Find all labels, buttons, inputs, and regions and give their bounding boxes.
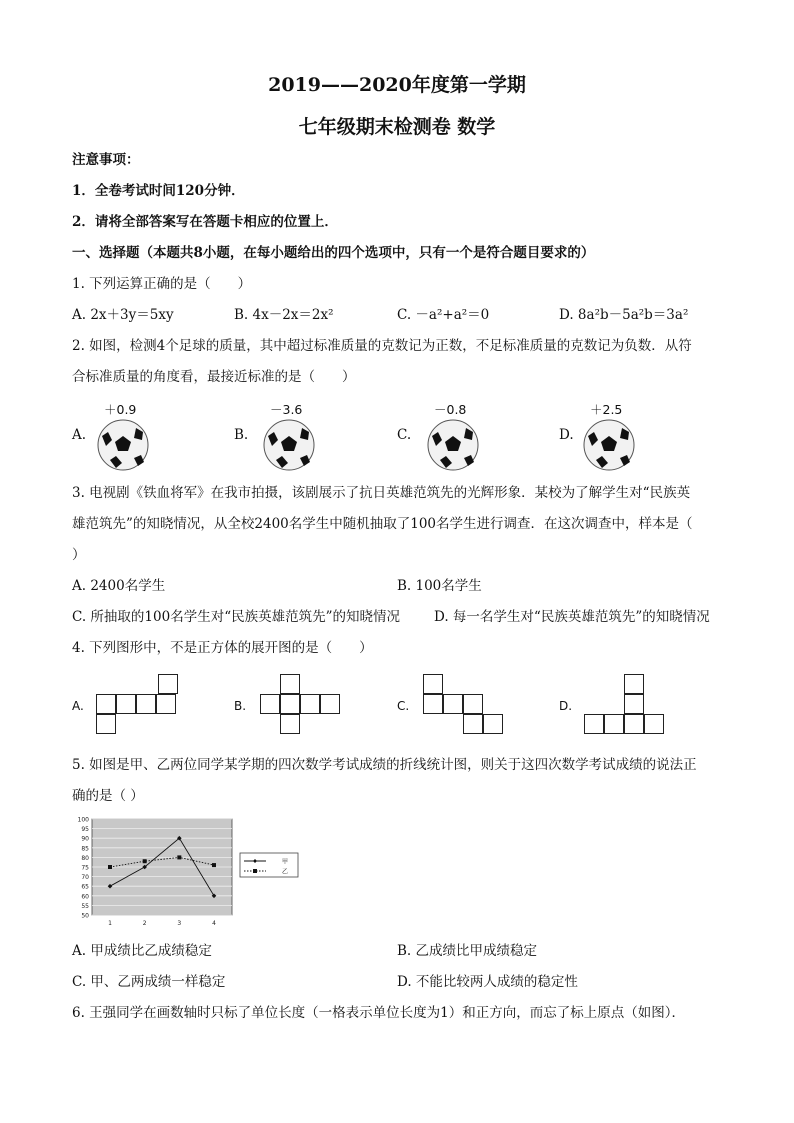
legend-label: 甲: [282, 858, 289, 866]
soccer-ball-icon: [582, 418, 636, 472]
soccer-ball-icon: [426, 418, 480, 472]
data-point: [108, 865, 112, 869]
notes-item-1: 1．全卷考试时间120分钟．: [72, 183, 245, 199]
q2-option-c-value: －0.8: [434, 402, 467, 417]
q5-option-c: C. 甲、乙两成绩一样稳定: [72, 974, 226, 990]
q3-option-a: A. 2400名学生: [72, 578, 166, 594]
q3-option-b: B. 100名学生: [397, 578, 482, 594]
y-tick-label: 80: [81, 854, 89, 862]
y-tick-label: 65: [81, 883, 89, 891]
y-tick-label: 70: [81, 874, 89, 882]
soccer-ball-icon: [262, 418, 316, 472]
q1-option-a: A. 2x＋3y＝5xy: [72, 307, 174, 323]
q2-option-a-letter: A.: [72, 427, 87, 443]
x-tick-label: 2: [142, 920, 147, 927]
q2-option-a-value: ＋0.9: [104, 402, 137, 417]
data-point: [212, 863, 216, 867]
q4-option-d-letter: D.: [559, 699, 573, 713]
exam-subtitle: 七年级期末检测卷 数学: [298, 116, 496, 138]
y-tick-label: 100: [77, 816, 89, 824]
q6-stem: 6. 王强同学在画数轴时只标了单位长度（一格表示单位长度为1）和正方向，而忘了标上原点（如图）．: [72, 1005, 686, 1021]
q5-option-d: D. 不能比较两人成绩的稳定性: [397, 974, 578, 990]
y-tick-label: 90: [81, 835, 89, 843]
y-tick-label: 85: [81, 845, 89, 853]
data-point: [143, 859, 147, 863]
q5-stem-line1: 5. 如图是甲、乙两位同学某学期的四次数学考试成绩的折线统计图，则关于这四次数学考试成绩的说法正: [72, 757, 697, 773]
q3-option-d: D. 每一名学生对“民族英雄范筑先”的知晓情况: [434, 609, 710, 625]
q1-stem: 1. 下列运算正确的是（ ）: [72, 276, 252, 292]
q2-stem-line2: 合标准质量的角度看，最接近标准的是（ ）: [72, 369, 356, 385]
q2-option-d-letter: D.: [559, 427, 574, 443]
notes-item-2: 2．请将全部答案写在答题卡相应的位置上．: [72, 214, 338, 230]
data-point: [177, 855, 181, 859]
exam-title: 2019——2020年度第一学期: [268, 74, 526, 96]
q2-option-d-value: ＋2.5: [590, 402, 623, 417]
q1-option-d: D. 8a²b－5a²b＝3a²: [559, 307, 689, 323]
q1-option-c: C. －a²+a²＝0: [397, 307, 490, 323]
q4-option-b-letter: B.: [234, 699, 247, 713]
q4-stem: 4. 下列图形中，不是正方体的展开图的是（ ）: [72, 640, 373, 656]
legend-marker: [253, 869, 257, 873]
x-tick-label: 1: [108, 920, 112, 927]
q3-stem-line1: 3. 电视剧《铁血将军》在我市拍摄，该剧展示了抗日英雄范筑先的光辉形象．某校为了解学生对“民族英: [72, 485, 691, 501]
q5-option-b: B. 乙成绩比甲成绩稳定: [397, 943, 538, 959]
q2-option-c-letter: C.: [397, 427, 412, 443]
q4-option-a-letter: A.: [72, 699, 84, 713]
legend-box: [240, 853, 298, 877]
legend-label: 乙: [282, 868, 289, 876]
q3-stem-line2: 雄范筑先”的知晓情况，从全校2400名学生中随机抽取了100名学生进行调查．在这次调查中，样本是（: [72, 516, 693, 532]
q2-option-b-letter: B.: [234, 427, 249, 443]
q2-option-b-value: －3.6: [270, 402, 303, 417]
y-tick-label: 60: [81, 893, 89, 901]
line-chart: [70, 815, 310, 935]
q5-option-a: A. 甲成绩比乙成绩稳定: [72, 943, 212, 959]
x-tick-label: 4: [212, 920, 216, 927]
y-tick-label: 75: [81, 864, 89, 872]
y-tick-label: 95: [81, 826, 89, 834]
x-tick-label: 3: [177, 920, 182, 927]
q5-stem-line2: 确的是（ ）: [72, 788, 144, 804]
y-tick-label: 50: [81, 912, 89, 920]
q2-stem-line1: 2. 如图，检测4个足球的质量，其中超过标准质量的克数记为正数，不足标准质量的克数记为负数．从符: [72, 338, 692, 354]
section-heading: 一、选择题（本题共8小题，在每小题给出的四个选项中，只有一个是符合题目要求的）: [72, 245, 595, 261]
q1-option-b: B. 4x－2x＝2x²: [234, 307, 334, 323]
q3-option-c: C. 所抽取的100名学生对“民族英雄范筑先”的知晓情况: [72, 609, 401, 625]
q3-stem-line3: ）: [72, 547, 86, 563]
y-tick-label: 55: [81, 902, 89, 910]
soccer-ball-icon: [96, 418, 150, 472]
q4-option-c-letter: C.: [397, 699, 410, 713]
notes-heading: 注意事项：: [72, 152, 140, 168]
